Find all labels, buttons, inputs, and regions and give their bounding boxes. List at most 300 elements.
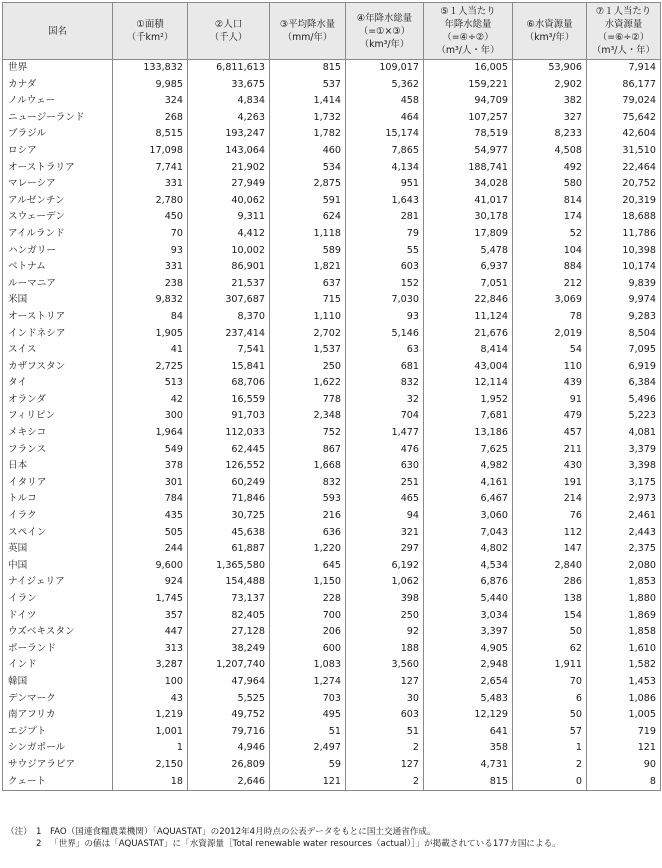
country-name-cell: 南アフリカ — [3, 707, 113, 724]
value-cell: 214 — [513, 491, 587, 508]
table-row — [3, 541, 661, 558]
value-cell: 121 — [270, 774, 346, 791]
value-cell: 327 — [513, 110, 587, 127]
value-cell: 11,786 — [587, 226, 661, 243]
country-name-cell: ドイツ — [3, 608, 113, 625]
value-cell: 6,384 — [587, 375, 661, 392]
value-cell: 313 — [113, 641, 188, 658]
value-cell: 3,034 — [424, 608, 513, 625]
column-header — [513, 3, 587, 60]
value-cell: 8,233 — [513, 126, 587, 143]
column-header-line: （m³/人・年） — [436, 45, 500, 56]
country-name-cell: 韓国 — [3, 674, 113, 691]
value-cell: 7,741 — [113, 160, 188, 177]
country-name-cell: イラク — [3, 508, 113, 525]
value-cell: 4,946 — [188, 740, 270, 757]
value-cell: 2,019 — [513, 326, 587, 343]
value-cell: 603 — [346, 707, 424, 724]
value-cell: 534 — [270, 160, 346, 177]
value-cell: 460 — [270, 143, 346, 160]
value-cell: 126,552 — [188, 458, 270, 475]
table-row — [3, 193, 661, 210]
value-cell: 7,625 — [424, 442, 513, 459]
value-cell: 15,174 — [346, 126, 424, 143]
value-cell: 59 — [270, 757, 346, 774]
country-name-cell: サウジアラビア — [3, 757, 113, 774]
value-cell: 2,725 — [113, 359, 188, 376]
value-cell: 513 — [113, 375, 188, 392]
value-cell: 109,017 — [346, 60, 424, 77]
value-cell: 1,745 — [113, 591, 188, 608]
value-cell: 91 — [513, 392, 587, 409]
table-row — [3, 425, 661, 442]
value-cell: 50 — [513, 707, 587, 724]
value-cell: 54 — [513, 342, 587, 359]
value-cell: 458 — [346, 93, 424, 110]
value-cell: 41,017 — [424, 193, 513, 210]
value-cell: 2,702 — [270, 326, 346, 343]
table-row — [3, 292, 661, 309]
value-cell: 62,445 — [188, 442, 270, 459]
country-name-cell: オランダ — [3, 392, 113, 409]
value-cell: 62 — [513, 641, 587, 658]
value-cell: 832 — [346, 375, 424, 392]
value-cell: 6,876 — [424, 574, 513, 591]
value-cell: 90 — [587, 757, 661, 774]
value-cell: 492 — [513, 160, 587, 177]
value-cell: 1,858 — [587, 624, 661, 641]
value-cell: 4,412 — [188, 226, 270, 243]
value-cell: 79,024 — [587, 93, 661, 110]
value-cell: 3,175 — [587, 475, 661, 492]
column-header-line: （km³/年） — [524, 32, 575, 43]
value-cell: 4,534 — [424, 558, 513, 575]
value-cell: 331 — [113, 176, 188, 193]
value-cell: 1,150 — [270, 574, 346, 591]
note-number: 1 — [36, 827, 42, 837]
value-cell: 174 — [513, 209, 587, 226]
table-row — [3, 176, 661, 193]
value-cell: 73,137 — [188, 591, 270, 608]
value-cell: 78,519 — [424, 126, 513, 143]
country-name-cell: ウズベキスタン — [3, 624, 113, 641]
value-cell: 78 — [513, 309, 587, 326]
value-cell: 1 — [513, 740, 587, 757]
value-cell: 94 — [346, 508, 424, 525]
value-cell: 79 — [346, 226, 424, 243]
value-cell: 75,642 — [587, 110, 661, 127]
value-cell: 9,974 — [587, 292, 661, 309]
value-cell: 93 — [113, 243, 188, 260]
value-cell: 63 — [346, 342, 424, 359]
value-cell: 251 — [346, 475, 424, 492]
value-cell: 1,220 — [270, 541, 346, 558]
value-cell: 60,249 — [188, 475, 270, 492]
notes-label: （注） — [6, 827, 32, 837]
table-row — [3, 359, 661, 376]
value-cell: 17,809 — [424, 226, 513, 243]
value-cell: 1,853 — [587, 574, 661, 591]
value-cell: 9,985 — [113, 77, 188, 94]
value-cell: 112,033 — [188, 425, 270, 442]
value-cell: 378 — [113, 458, 188, 475]
value-cell: 591 — [270, 193, 346, 210]
value-cell: 307,687 — [188, 292, 270, 309]
table-row — [3, 110, 661, 127]
column-header-line: 年降水総量 — [444, 19, 492, 30]
value-cell: 71,846 — [188, 491, 270, 508]
value-cell: 10,398 — [587, 243, 661, 260]
value-cell: 6,919 — [587, 359, 661, 376]
column-header — [188, 3, 270, 60]
value-cell: 7,681 — [424, 408, 513, 425]
value-cell: 867 — [270, 442, 346, 459]
value-cell: 228 — [270, 591, 346, 608]
country-name-cell: エジプト — [3, 724, 113, 741]
value-cell: 8,515 — [113, 126, 188, 143]
table-row — [3, 276, 661, 293]
value-cell: 398 — [346, 591, 424, 608]
value-cell: 2,973 — [587, 491, 661, 508]
table-row — [3, 674, 661, 691]
value-cell: 549 — [113, 442, 188, 459]
country-name-cell: 中国 — [3, 558, 113, 575]
value-cell: 91,703 — [188, 408, 270, 425]
value-cell: 700 — [270, 608, 346, 625]
value-cell: 8,414 — [424, 342, 513, 359]
value-cell: 2 — [346, 740, 424, 757]
value-cell: 133,832 — [113, 60, 188, 77]
value-cell: 286 — [513, 574, 587, 591]
note-2 — [6, 838, 658, 850]
value-cell: 2,654 — [424, 674, 513, 691]
country-name-cell: ロシア — [3, 143, 113, 160]
table-row — [3, 326, 661, 343]
country-name-cell: ノルウェー — [3, 93, 113, 110]
value-cell: 2,443 — [587, 525, 661, 542]
value-cell: 27,949 — [188, 176, 270, 193]
value-cell: 2,840 — [513, 558, 587, 575]
country-name-cell: トルコ — [3, 491, 113, 508]
value-cell: 450 — [113, 209, 188, 226]
value-cell: 1,005 — [587, 707, 661, 724]
value-cell: 297 — [346, 541, 424, 558]
table-row — [3, 160, 661, 177]
table-row — [3, 226, 661, 243]
value-cell: 268 — [113, 110, 188, 127]
column-header-line: （=⑥÷②） — [597, 32, 650, 43]
value-cell: 814 — [513, 193, 587, 210]
value-cell: 358 — [424, 740, 513, 757]
column-header — [587, 3, 661, 60]
value-cell: 18,688 — [587, 209, 661, 226]
value-cell: 457 — [513, 425, 587, 442]
value-cell: 6,937 — [424, 259, 513, 276]
value-cell: 54,977 — [424, 143, 513, 160]
value-cell: 57 — [513, 724, 587, 741]
value-cell: 5,525 — [188, 691, 270, 708]
value-cell: 476 — [346, 442, 424, 459]
value-cell: 26,809 — [188, 757, 270, 774]
notes — [6, 826, 658, 850]
value-cell: 495 — [270, 707, 346, 724]
value-cell: 281 — [346, 209, 424, 226]
value-cell: 1,610 — [587, 641, 661, 658]
table-row — [3, 707, 661, 724]
value-cell: 324 — [113, 93, 188, 110]
value-cell: 636 — [270, 525, 346, 542]
country-name-cell: インド — [3, 657, 113, 674]
value-cell: 645 — [270, 558, 346, 575]
country-name-cell: タイ — [3, 375, 113, 392]
table-row — [3, 591, 661, 608]
value-cell: 49,752 — [188, 707, 270, 724]
country-name-cell: クェート — [3, 774, 113, 791]
value-cell: 1,964 — [113, 425, 188, 442]
value-cell: 924 — [113, 574, 188, 591]
table-row — [3, 60, 661, 77]
value-cell: 300 — [113, 408, 188, 425]
value-cell: 53,906 — [513, 60, 587, 77]
value-cell: 188,741 — [424, 160, 513, 177]
value-cell: 715 — [270, 292, 346, 309]
value-cell: 2,375 — [587, 541, 661, 558]
country-name-cell: ニュージーランド — [3, 110, 113, 127]
value-cell: 5,483 — [424, 691, 513, 708]
value-cell: 5,223 — [587, 408, 661, 425]
column-header-line: （m³/人・年） — [592, 45, 655, 56]
country-name-cell: スイス — [3, 342, 113, 359]
value-cell: 93 — [346, 309, 424, 326]
value-cell: 884 — [513, 259, 587, 276]
value-cell: 9,600 — [113, 558, 188, 575]
value-cell: 94,709 — [424, 93, 513, 110]
value-cell: 16,005 — [424, 60, 513, 77]
value-cell: 815 — [424, 774, 513, 791]
value-cell: 22,464 — [587, 160, 661, 177]
value-cell: 301 — [113, 475, 188, 492]
country-name-cell: アルゼンチン — [3, 193, 113, 210]
table-row — [3, 309, 661, 326]
value-cell: 79,716 — [188, 724, 270, 741]
value-cell: 4,731 — [424, 757, 513, 774]
value-cell: 951 — [346, 176, 424, 193]
value-cell: 21,537 — [188, 276, 270, 293]
country-name-cell: カナダ — [3, 77, 113, 94]
value-cell: 61,887 — [188, 541, 270, 558]
value-cell: 10,002 — [188, 243, 270, 260]
country-name-cell: ベトナム — [3, 259, 113, 276]
value-cell: 4,905 — [424, 641, 513, 658]
value-cell: 704 — [346, 408, 424, 425]
value-cell: 3,560 — [346, 657, 424, 674]
value-cell: 9,839 — [587, 276, 661, 293]
value-cell: 7,043 — [424, 525, 513, 542]
value-cell: 7,095 — [587, 342, 661, 359]
value-cell: 216 — [270, 508, 346, 525]
note-1 — [6, 826, 658, 838]
country-name-cell: イタリア — [3, 475, 113, 492]
value-cell: 18 — [113, 774, 188, 791]
value-cell: 2,348 — [270, 408, 346, 425]
value-cell: 193,247 — [188, 126, 270, 143]
value-cell: 7,051 — [424, 276, 513, 293]
value-cell: 27,128 — [188, 624, 270, 641]
value-cell: 465 — [346, 491, 424, 508]
country-name-cell: オーストリア — [3, 309, 113, 326]
value-cell: 30,725 — [188, 508, 270, 525]
value-cell: 42,604 — [587, 126, 661, 143]
value-cell: 16,559 — [188, 392, 270, 409]
value-cell: 154,488 — [188, 574, 270, 591]
value-cell: 55 — [346, 243, 424, 260]
value-cell: 321 — [346, 525, 424, 542]
value-cell: 681 — [346, 359, 424, 376]
value-cell: 505 — [113, 525, 188, 542]
column-header-line: 水資源量 — [604, 19, 643, 30]
value-cell: 752 — [270, 425, 346, 442]
value-cell: 4,802 — [424, 541, 513, 558]
value-cell: 9,283 — [587, 309, 661, 326]
country-name-cell: フィリピン — [3, 408, 113, 425]
value-cell: 112 — [513, 525, 587, 542]
value-cell: 38,249 — [188, 641, 270, 658]
column-header-line: ②人口 — [214, 19, 243, 30]
country-name-cell: マレーシア — [3, 176, 113, 193]
country-name-cell: デンマーク — [3, 691, 113, 708]
value-cell: 42 — [113, 392, 188, 409]
value-cell: 206 — [270, 624, 346, 641]
value-cell: 2 — [513, 757, 587, 774]
value-cell: 1,668 — [270, 458, 346, 475]
value-cell: 2,080 — [587, 558, 661, 575]
value-cell: 86,177 — [587, 77, 661, 94]
value-cell: 637 — [270, 276, 346, 293]
value-cell: 33,675 — [188, 77, 270, 94]
value-cell: 1,477 — [346, 425, 424, 442]
value-cell: 45,638 — [188, 525, 270, 542]
column-header-line: ①面積 — [136, 19, 164, 30]
column-header-line: ⑤１人当たり — [440, 6, 496, 17]
value-cell: 1,207,740 — [188, 657, 270, 674]
country-name-cell: メキシコ — [3, 425, 113, 442]
value-cell: 580 — [513, 176, 587, 193]
value-cell: 152 — [346, 276, 424, 293]
value-cell: 250 — [346, 608, 424, 625]
value-cell: 1,062 — [346, 574, 424, 591]
value-cell: 6,811,613 — [188, 60, 270, 77]
value-cell: 143,064 — [188, 143, 270, 160]
table-row — [3, 93, 661, 110]
value-cell: 100 — [113, 674, 188, 691]
country-name-cell: ナイジェリア — [3, 574, 113, 591]
value-cell: 2 — [346, 774, 424, 791]
value-cell: 70 — [113, 226, 188, 243]
table-row — [3, 243, 661, 260]
value-cell: 50 — [513, 624, 587, 641]
value-cell: 4,161 — [424, 475, 513, 492]
value-cell: 21,902 — [188, 160, 270, 177]
column-header-line: （=①×③） — [358, 25, 411, 37]
value-cell: 20,752 — [587, 176, 661, 193]
value-cell: 1,952 — [424, 392, 513, 409]
value-cell: 1,880 — [587, 591, 661, 608]
value-cell: 1,905 — [113, 326, 188, 343]
value-cell: 82,405 — [188, 608, 270, 625]
country-name-cell: スペイン — [3, 525, 113, 542]
value-cell: 4,134 — [346, 160, 424, 177]
value-cell: 20,319 — [587, 193, 661, 210]
value-cell: 719 — [587, 724, 661, 741]
country-name-cell: オーストラリア — [3, 160, 113, 177]
value-cell: 2,497 — [270, 740, 346, 757]
value-cell: 68,706 — [188, 375, 270, 392]
table-row — [3, 392, 661, 409]
value-cell: 21,676 — [424, 326, 513, 343]
value-cell: 127 — [346, 757, 424, 774]
value-cell: 86,901 — [188, 259, 270, 276]
value-cell: 382 — [513, 93, 587, 110]
value-cell: 1,869 — [587, 608, 661, 625]
country-name-cell: ブラジル — [3, 126, 113, 143]
column-header — [113, 3, 188, 60]
country-name-cell: アイルランド — [3, 226, 113, 243]
value-cell: 43 — [113, 691, 188, 708]
column-header-line: ③平均降水量 — [279, 19, 336, 30]
value-cell: 32 — [346, 392, 424, 409]
value-cell: 479 — [513, 408, 587, 425]
table-row — [3, 558, 661, 575]
note-text: FAO（国連食糧農業機関）「AQUASTAT」の2012年4月時点の公表データをもとに国土交通省作成。 — [50, 827, 436, 837]
value-cell: 2,875 — [270, 176, 346, 193]
value-cell: 5,440 — [424, 591, 513, 608]
value-cell: 641 — [424, 724, 513, 741]
value-cell: 537 — [270, 77, 346, 94]
value-cell: 2,150 — [113, 757, 188, 774]
table-row — [3, 641, 661, 658]
table-row — [3, 491, 661, 508]
column-header-line: （千人） — [209, 32, 248, 43]
value-cell: 0 — [513, 774, 587, 791]
value-cell: 30,178 — [424, 209, 513, 226]
value-cell: 4,834 — [188, 93, 270, 110]
column-header-line: （=④÷②） — [442, 32, 494, 43]
value-cell: 624 — [270, 209, 346, 226]
table-row — [3, 724, 661, 741]
table-row — [3, 442, 661, 459]
table-row — [3, 657, 661, 674]
value-cell: 815 — [270, 60, 346, 77]
table-row — [3, 608, 661, 625]
table-body — [3, 60, 661, 791]
value-cell: 1,453 — [587, 674, 661, 691]
value-cell: 593 — [270, 491, 346, 508]
table-row — [3, 408, 661, 425]
value-cell: 8 — [587, 774, 661, 791]
value-cell: 127 — [346, 674, 424, 691]
table-row — [3, 574, 661, 591]
table-row — [3, 475, 661, 492]
value-cell: 2,646 — [188, 774, 270, 791]
country-name-cell: スウェーデン — [3, 209, 113, 226]
value-cell: 1,622 — [270, 375, 346, 392]
value-cell: 51 — [346, 724, 424, 741]
value-cell: 244 — [113, 541, 188, 558]
value-cell: 7,541 — [188, 342, 270, 359]
value-cell: 13,186 — [424, 425, 513, 442]
value-cell: 188 — [346, 641, 424, 658]
table-row — [3, 458, 661, 475]
